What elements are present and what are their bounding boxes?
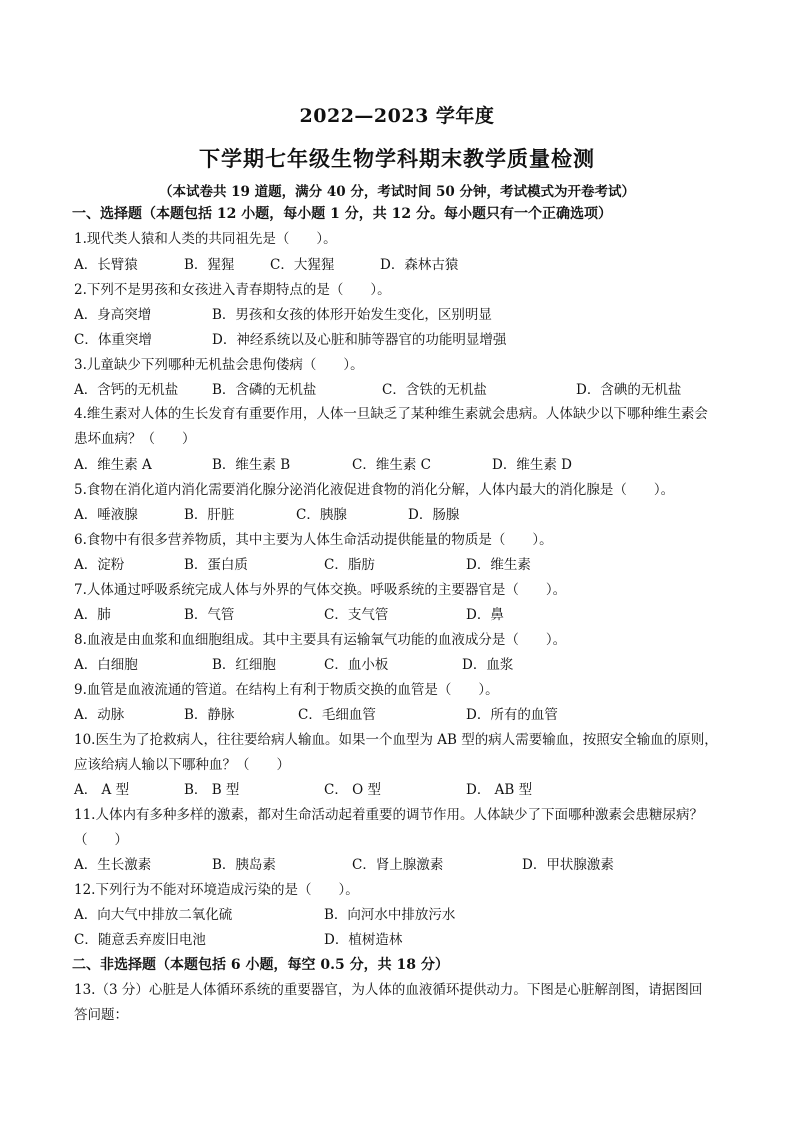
exam-title: 下学期七年级生物学科期末教学质量检测	[199, 146, 595, 171]
question-8-option-b: B．红细胞	[212, 657, 276, 673]
question-8-option-d: D．血浆	[462, 657, 514, 673]
question-4-option-d: D．维生素 D	[492, 457, 572, 473]
question-7-option-c: C．支气管	[324, 607, 389, 623]
question-9-option-a: A．动脉	[74, 707, 125, 723]
question-8-option-a: A．白细胞	[74, 657, 138, 673]
question-6-option-b: B．蛋白质	[184, 557, 248, 573]
question-1-stem: 1.现代类人猿和人类的共同祖先是（ ）。	[74, 231, 337, 247]
question-4-option-a: A．维生素 A	[74, 457, 152, 473]
question-2-stem: 2.下列不是男孩和女孩进入青春期特点的是（ ）。	[74, 282, 391, 298]
question-7-stem: 7.人体通过呼吸系统完成人体与外界的气体交换。呼吸系统的主要器官是（ ）。	[74, 582, 567, 598]
question-5-option-d: D．肠腺	[408, 507, 460, 523]
question-11-option-c: C．肾上腺激素	[352, 857, 444, 873]
exam-note: （本试卷共 19 道题，满分 40 分，考试时间 50 分钟，考试模式为开卷考试）	[158, 184, 636, 200]
question-7-option-a: A．肺	[74, 607, 111, 623]
section-1-heading: 一、选择题（本题包括 12 小题，每小题 1 分，共 12 分。每小题只有一个正确选项）	[72, 206, 612, 222]
question-1-option-b: B．猩猩	[184, 257, 235, 273]
question-3-option-d: D．含碘的无机盐	[576, 382, 682, 398]
question-5-option-a: A．唾液腺	[74, 507, 138, 523]
question-2-option-b: B．男孩和女孩的体形开始发生变化，区别明显	[212, 307, 492, 323]
section-2-heading: 二、非选择题（本题包括 6 小题，每空 0.5 分，共 18 分）	[72, 957, 449, 973]
question-11-option-d: D．甲状腺激素	[522, 857, 614, 873]
question-7-option-b: B．气管	[184, 607, 235, 623]
question-4-option-c: C．维生素 C	[352, 457, 431, 473]
question-3-option-c: C．含铁的无机盐	[382, 382, 487, 398]
question-12-stem: 12.下列行为不能对环境造成污染的是（ ）。	[74, 882, 359, 898]
question-11-option-a: A．生长激素	[74, 857, 152, 873]
question-6-option-c: C．脂肪	[324, 557, 375, 573]
question-11-stem-line-2: （ ）	[74, 832, 128, 848]
question-12-option-a: A．向大气中排放二氧化硫	[74, 907, 233, 923]
question-10-stem-line-1: 10.医生为了抢救病人，往往要给病人输血。如果一个血型为 AB 型的病人需要输血，按照安全输血的原则，	[74, 732, 718, 748]
question-12-option-b: B．向河水中排放污水	[324, 907, 456, 923]
question-4-stem-line-1: 4.维生素对人体的生长发育有重要作用，人体一旦缺乏了某种维生素就会患病。人体缺少以下哪种维生素会	[74, 406, 708, 422]
question-8-stem: 8.血液是由血浆和血细胞组成。其中主要具有运输氧气功能的血液成分是（ ）。	[74, 632, 567, 648]
question-3-option-b: B．含磷的无机盐	[212, 382, 317, 398]
question-10-option-c: C． O 型	[324, 782, 381, 798]
question-11-stem-line-1: 11.人体内有多种多样的激素，都对生命活动起着重要的调节作用。人体缺少了下面哪种激素会患糖尿病？	[74, 807, 703, 823]
exam-year: 2022—2023 学年度	[299, 105, 495, 127]
question-3-stem: 3.儿童缺少下列哪种无机盐会患佝偻病（ ）。	[74, 357, 364, 373]
question-4-option-b: B．维生素 B	[212, 457, 291, 473]
question-1-option-d: D．森林古猿	[380, 257, 459, 273]
question-7-option-d: D．鼻	[466, 607, 504, 623]
question-13-stem-line-1: 13.（3 分）心脏是人体循环系统的重要器官，为人体的血液循环提供动力。下图是心脏解剖图，请据图回	[74, 982, 703, 998]
question-9-stem: 9.血管是血液流通的管道。在结构上有利于物质交换的血管是（ ）。	[74, 682, 499, 698]
question-6-option-a: A．淀粉	[74, 557, 125, 573]
question-5-stem: 5.食物在消化道内消化需要消化腺分泌消化液促进食物的消化分解，人体内最大的消化腺是（ ）。	[74, 482, 675, 498]
question-10-stem-line-2: 应该给病人输以下哪种血？（ ）	[74, 757, 290, 773]
question-3-option-a: A．含钙的无机盐	[74, 382, 179, 398]
question-8-option-c: C．血小板	[324, 657, 389, 673]
question-6-option-d: D．维生素	[466, 557, 531, 573]
question-1-option-c: C．大猩猩	[270, 257, 335, 273]
question-10-option-d: D． AB 型	[466, 782, 533, 798]
question-9-option-c: C．毛细血管	[298, 707, 376, 723]
question-5-option-b: B．肝脏	[184, 507, 235, 523]
question-10-option-a: A． A 型	[74, 782, 130, 798]
question-12-option-c: C．随意丢弃废旧电池	[74, 932, 206, 948]
question-4-stem-line-2: 患坏血病？（ ）	[74, 431, 196, 447]
question-10-option-b: B． B 型	[184, 782, 240, 798]
question-9-option-b: B．静脉	[184, 707, 235, 723]
question-1-option-a: A．长臂猿	[74, 257, 138, 273]
question-2-option-c: C．体重突增	[74, 332, 152, 348]
question-9-option-d: D．所有的血管	[466, 707, 558, 723]
question-2-option-a: A．身高突增	[74, 307, 152, 323]
question-12-option-d: D．植树造林	[324, 932, 403, 948]
question-11-option-b: B．胰岛素	[212, 857, 276, 873]
question-6-stem: 6.食物中有很多营养物质，其中主要为人体生命活动提供能量的物质是（ ）。	[74, 532, 553, 548]
question-13-stem-line-2: 答问题：	[74, 1007, 128, 1023]
question-2-option-d: D．神经系统以及心脏和肺等器官的功能明显增强	[212, 332, 507, 348]
question-5-option-c: C．胰腺	[296, 507, 347, 523]
